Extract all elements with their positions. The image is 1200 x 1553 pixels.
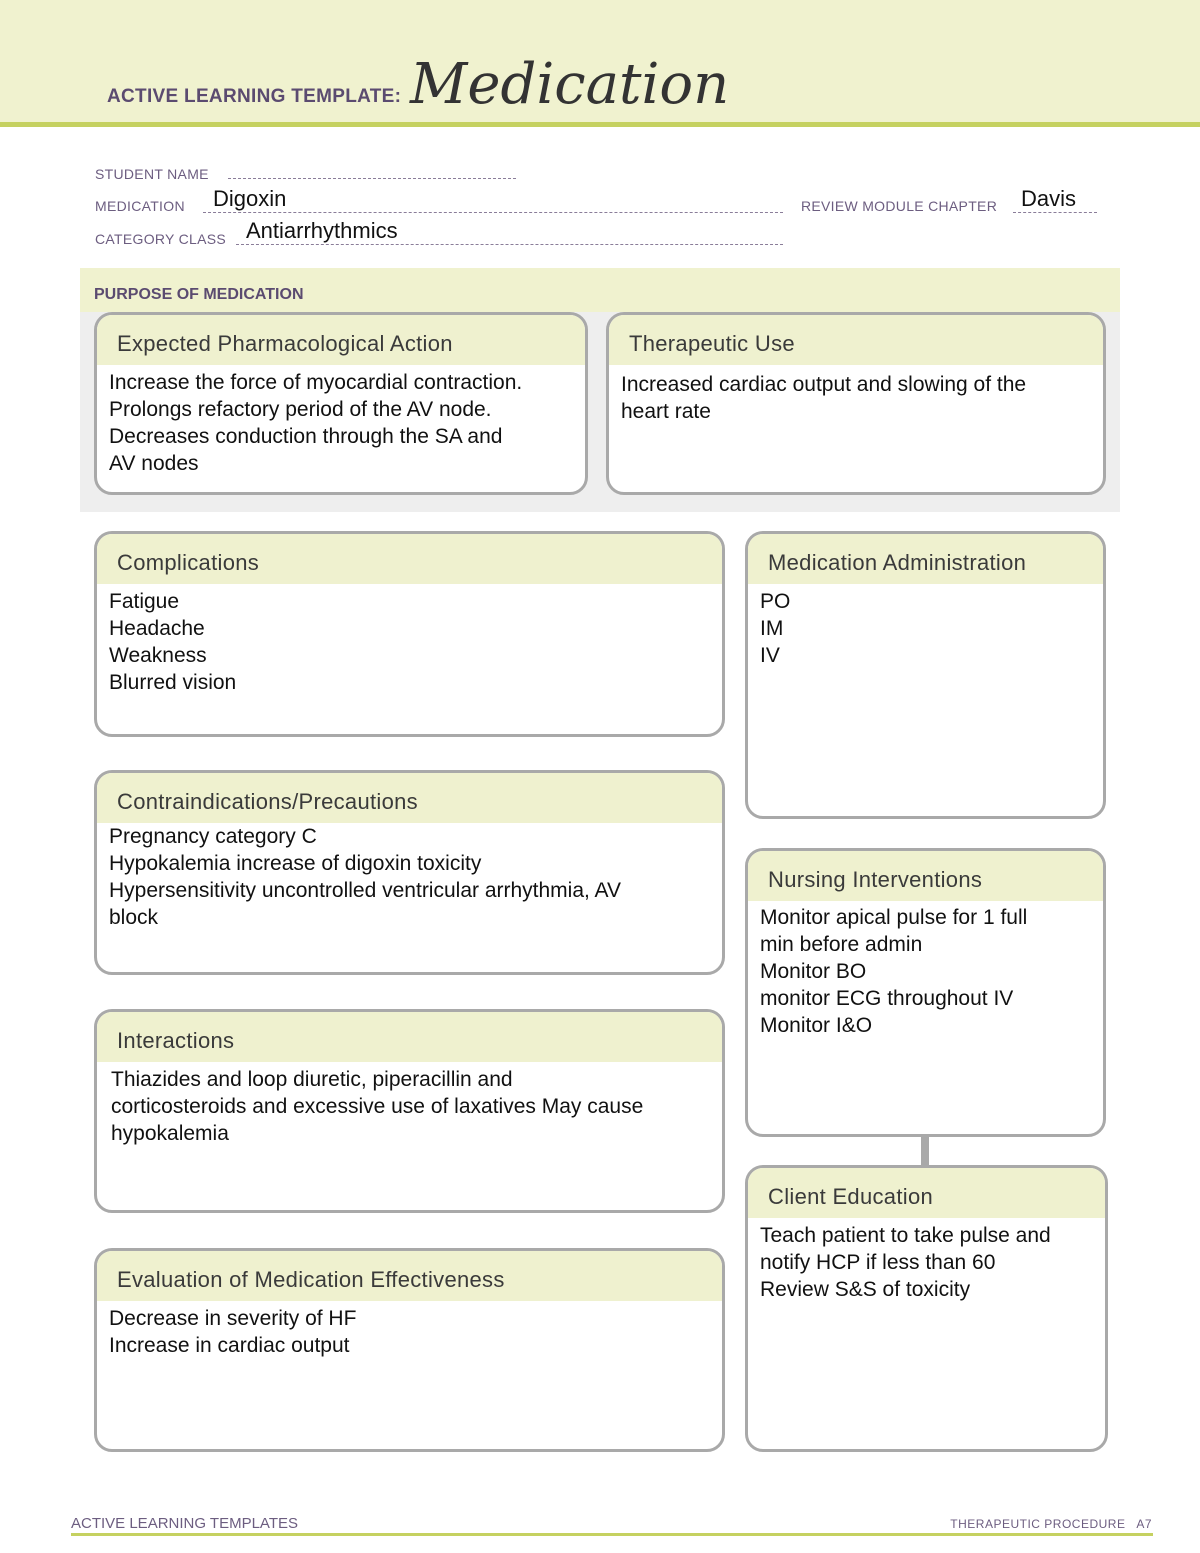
medication-administration-box <box>745 531 1106 819</box>
box-title: Interactions <box>97 1012 722 1062</box>
medication-label: MEDICATION <box>95 198 185 214</box>
box-body[interactable]: Increase the force of myocardial contraction. Prolongs refactory period of the AV node. Decreases conduction through the SA and AV nodes <box>109 371 523 475</box>
connector <box>921 1134 929 1168</box>
category-class-field[interactable] <box>236 244 783 245</box>
review-module-label: REVIEW MODULE CHAPTER <box>801 198 998 214</box>
footer-left: ACTIVE LEARNING TEMPLATES <box>71 1515 298 1532</box>
box-title: Medication Administration <box>748 534 1103 584</box>
review-module-field[interactable] <box>1013 212 1097 213</box>
category-class-label: CATEGORY CLASS <box>95 231 227 247</box>
therapeutic-use-box <box>606 312 1106 495</box>
box-body[interactable]: Teach patient to take pulse and notify HCP if less than 60 Review S&S of toxicity <box>760 1224 1051 1301</box>
box-body[interactable]: Fatigue Headache Weakness Blurred vision <box>109 590 237 694</box>
box-title: Expected Pharmacological Action <box>97 315 585 365</box>
expected-action-box <box>94 312 588 495</box>
medication-field[interactable] <box>203 212 783 213</box>
complications-box <box>94 531 725 737</box>
box-title: Contraindications/Precautions <box>97 773 722 823</box>
box-title: Evaluation of Medication Effectiveness <box>97 1251 722 1301</box>
box-title: Nursing Interventions <box>748 851 1103 901</box>
footer-divider <box>71 1533 1153 1536</box>
student-name-label: STUDENT NAME <box>95 166 209 182</box>
client-education-box <box>745 1165 1108 1452</box>
student-name-field[interactable] <box>228 178 516 179</box>
medication-value: Digoxin <box>213 186 287 211</box>
category-class-value: Antiarrhythmics <box>246 218 398 243</box>
header-divider <box>0 122 1200 127</box>
contraindications-box <box>94 770 725 975</box>
box-title: Client Education <box>748 1168 1105 1218</box>
template-label: ACTIVE LEARNING TEMPLATE: <box>107 86 402 107</box>
box-body[interactable]: Monitor apical pulse for 1 full min before admin Monitor BO monitor ECG throughout IV Monitor I&O <box>760 906 1028 1037</box>
box-body[interactable]: Decrease in severity of HF Increase in cardiac output <box>109 1307 357 1357</box>
box-body[interactable]: Thiazides and loop diuretic, piperacillin and corticosteroids and excessive use of laxatives May cause hypokalemia <box>111 1068 644 1145</box>
box-title: Complications <box>97 534 722 584</box>
page-title: Medication <box>410 52 730 117</box>
evaluation-box <box>94 1248 725 1452</box>
footer-right: THERAPEUTIC PROCEDURE A7 <box>950 1517 1152 1531</box>
box-body[interactable]: PO IM IV <box>760 590 791 667</box>
purpose-title: PURPOSE OF MEDICATION <box>94 286 304 303</box>
interactions-box <box>94 1009 725 1213</box>
nursing-interventions-box <box>745 848 1106 1137</box>
box-title: Therapeutic Use <box>609 315 1103 365</box>
review-module-value: Davis <box>1021 186 1077 211</box>
box-body[interactable]: Pregnancy category C Hypokalemia increase of digoxin toxicity Hypersensitivity uncontrolled ventricular arrhythmia, AV block <box>109 825 621 929</box>
box-body[interactable]: Increased cardiac output and slowing of the heart rate <box>621 373 1027 423</box>
